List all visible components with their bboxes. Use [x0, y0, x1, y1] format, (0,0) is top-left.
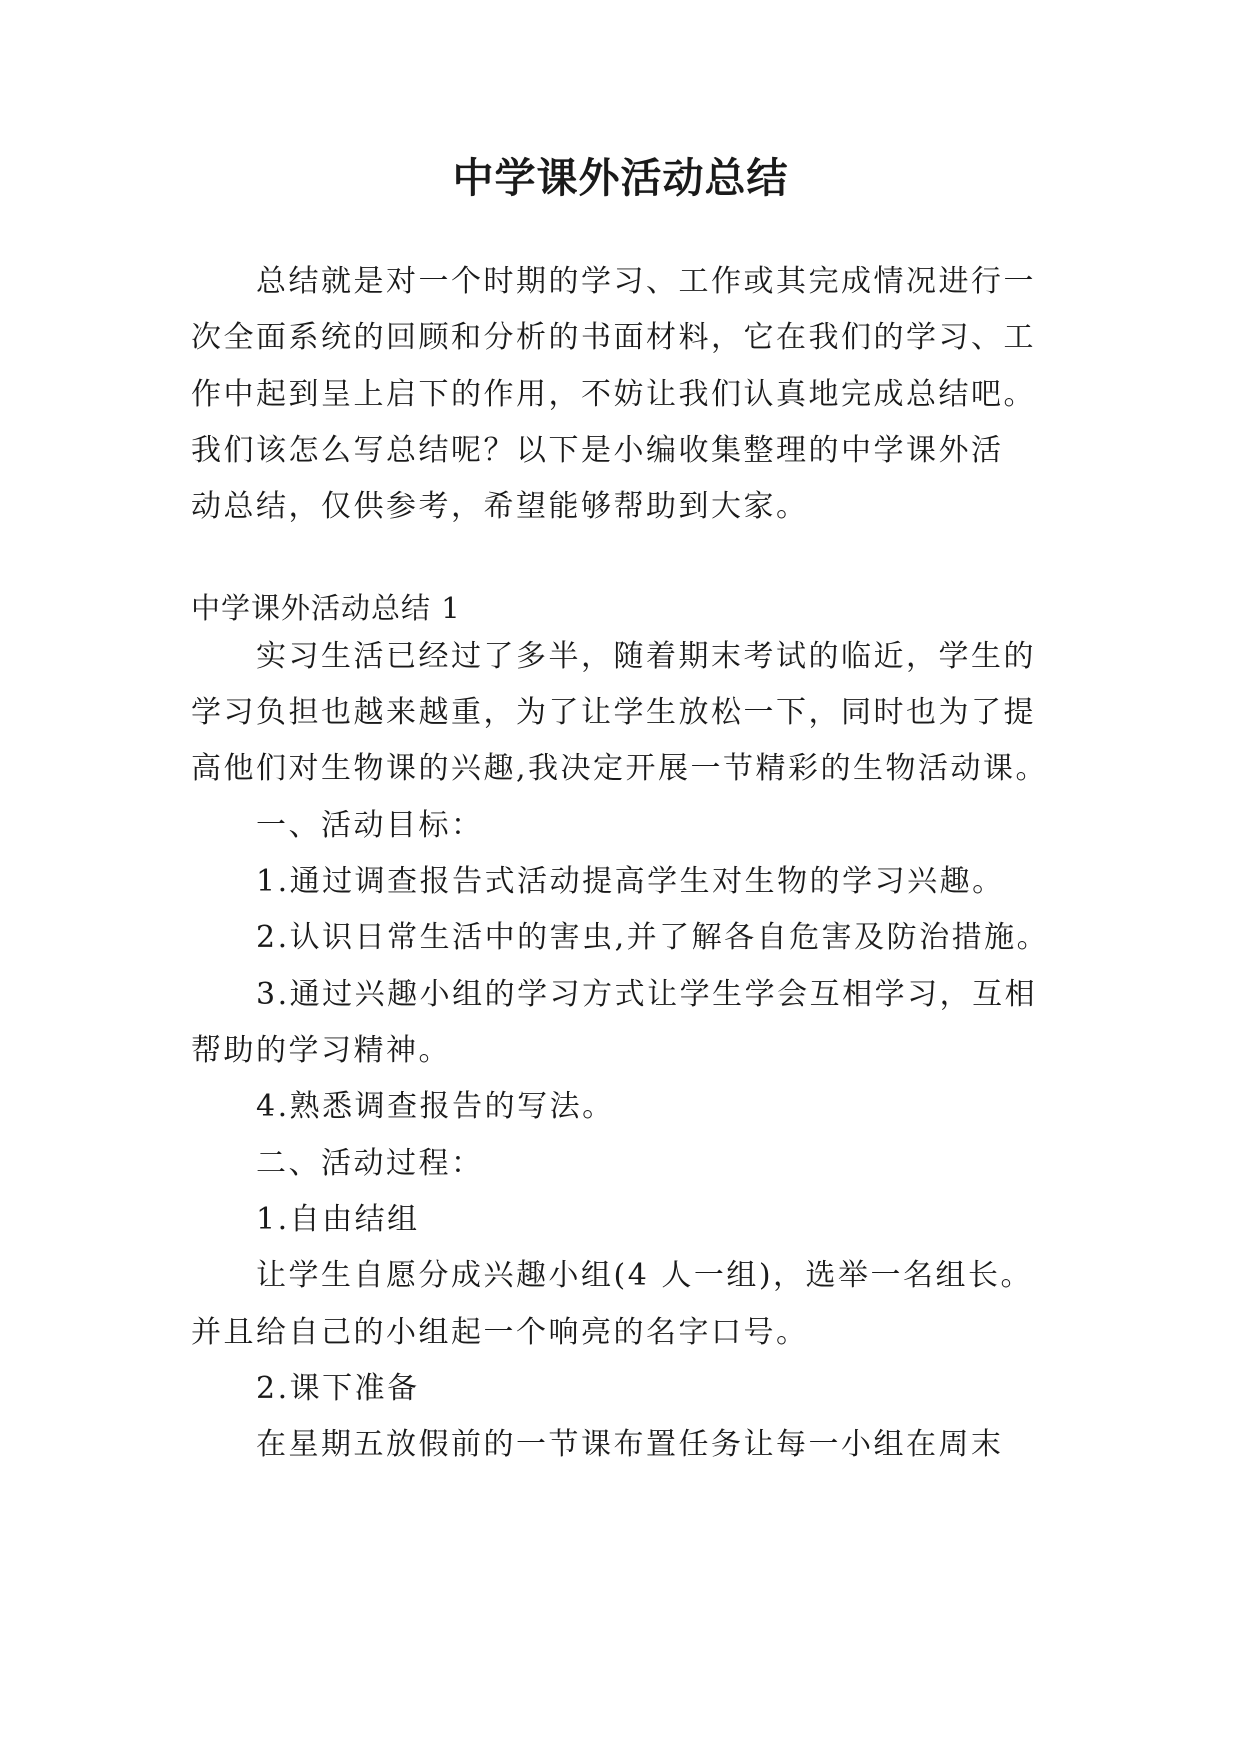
section-heading: 中学课外活动总结 1 — [191, 591, 461, 625]
body-line: 在星期五放假前的一节课布置任务让每一小组在周末 — [256, 1427, 1004, 1462]
body-line: 高他们对生物课的兴趣,我决定开展一节精彩的生物活动课。 — [191, 751, 1049, 786]
body-line: 4.熟悉调查报告的写法。 — [256, 1089, 615, 1124]
intro-line: 次全面系统的回顾和分析的书面材料，它在我们的学习、工 — [191, 320, 1036, 355]
body-line: 1.自由结组 — [256, 1202, 420, 1237]
intro-line: 作中起到呈上启下的作用，不妨让我们认真地完成总结吧。 — [191, 377, 1036, 412]
body-line: 2.课下准备 — [256, 1371, 420, 1406]
intro-line: 动总结，仅供参考，希望能够帮助到大家。 — [191, 489, 809, 524]
document-title: 中学课外活动总结 — [452, 154, 789, 202]
body-line: 一、活动目标： — [256, 808, 484, 843]
intro-line: 我们该怎么写总结呢？以下是小编收集整理的中学课外活 — [191, 433, 1004, 468]
body-line: 3.通过兴趣小组的学习方式让学生学会互相学习，互相 — [256, 977, 1038, 1012]
body-line: 学习负担也越来越重，为了让学生放松一下，同时也为了提 — [191, 695, 1036, 730]
intro-line: 总结就是对一个时期的学习、工作或其完成情况进行一 — [256, 264, 1036, 299]
body-line: 实习生活已经过了多半，随着期末考试的临近，学生的 — [256, 639, 1036, 674]
body-line: 1.通过调查报告式活动提高学生对生物的学习兴趣。 — [256, 864, 1005, 899]
body-line: 帮助的学习精神。 — [191, 1033, 451, 1068]
body-line: 让学生自愿分成兴趣小组(4 人一组)，选举一名组长。 — [256, 1258, 1034, 1293]
body-line: 二、活动过程： — [256, 1146, 484, 1181]
body-line: 并且给自己的小组起一个响亮的名字口号。 — [191, 1315, 809, 1350]
body-line: 2.认识日常生活中的害虫,并了解各自危害及防治措施。 — [256, 920, 1050, 955]
